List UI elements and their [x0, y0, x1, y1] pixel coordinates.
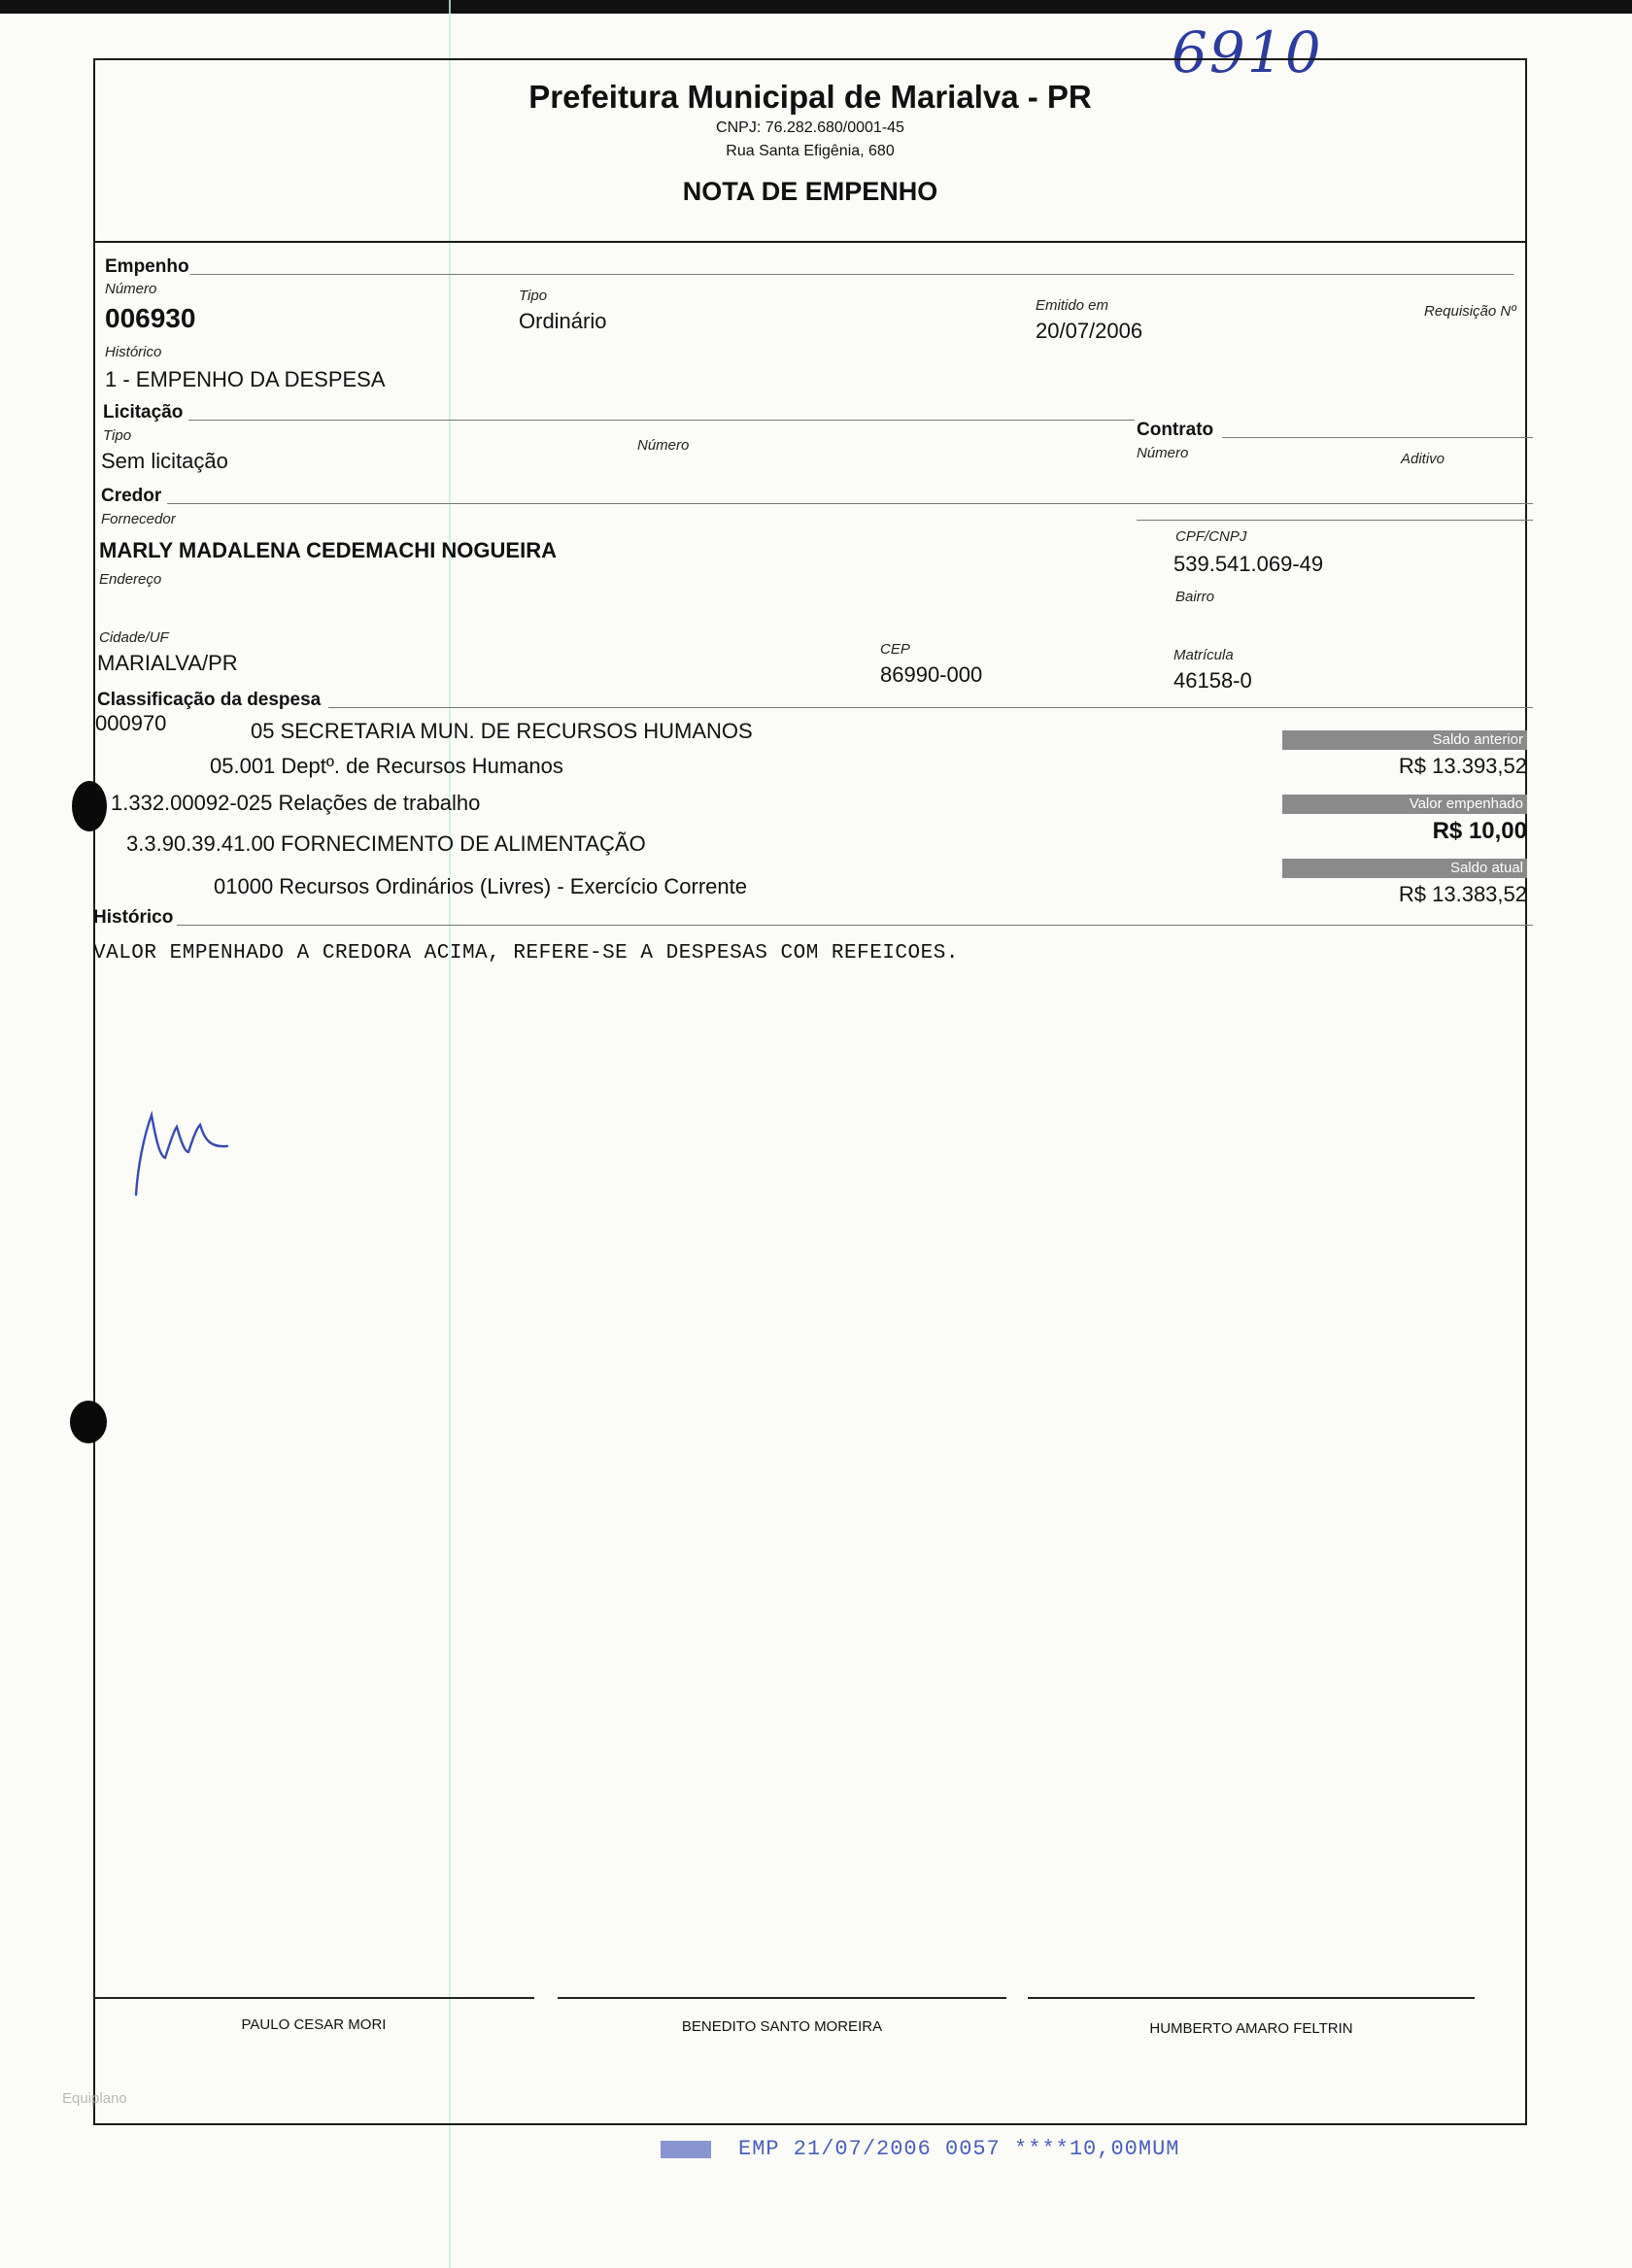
punch-hole-mark	[70, 1401, 107, 1443]
licitacao-numero-label: Número	[637, 437, 690, 454]
saldo-anterior-value: R$ 13.393,52	[1398, 754, 1527, 778]
classificacao-code: 000970	[95, 711, 167, 735]
signature-line	[93, 1997, 534, 1999]
handwritten-rubric	[126, 1098, 243, 1204]
fornecedor-label: Fornecedor	[101, 511, 176, 527]
empenho-rule	[190, 274, 1513, 275]
classificacao-section-title: Classificação da despesa	[97, 690, 322, 710]
classificacao-funcional: 1.332.00092-025 Relações de trabalho	[111, 791, 481, 815]
historico-text: VALOR EMPENHADO A CREDORA ACIMA, REFERE-SE A DESPESAS COM REFEICOES.	[93, 942, 959, 965]
cep-label: CEP	[880, 641, 910, 658]
signature-name: HUMBERTO AMARO FELTRIN	[1149, 2020, 1353, 2037]
matricula-label: Matrícula	[1173, 647, 1234, 663]
scan-top-edge	[0, 0, 1632, 14]
valor-empenhado-value: R$ 10,00	[1432, 818, 1527, 844]
cpf-value: 539.541.069-49	[1173, 552, 1324, 576]
bairro-label: Bairro	[1175, 589, 1215, 605]
municipality-title: Prefeitura Municipal de Marialva - PR	[528, 79, 1092, 115]
classificacao-unidade: 05.001 Deptº. de Recursos Humanos	[210, 754, 563, 778]
mechanical-stamp: EMP 21/07/2006 0057 ****10,00MUM	[738, 2137, 1180, 2161]
empenho-numero: 006930	[105, 303, 196, 333]
handwritten-page-number: 6910	[1172, 19, 1323, 85]
classificacao-orgao: 05 SECRETARIA MUN. DE RECURSOS HUMANOS	[251, 719, 753, 743]
stamp-block	[661, 2141, 711, 2158]
historico-section-title: Histórico	[93, 907, 174, 928]
empenho-historico-label: Histórico	[105, 344, 162, 360]
fornecedor-name: MARLY MADALENA CEDEMACHI NOGUEIRA	[99, 538, 557, 562]
contrato-aditivo-label: Aditivo	[1401, 451, 1445, 467]
valor-empenhado-bar: Valor empenhado	[1282, 795, 1527, 814]
contrato-rule	[1222, 437, 1533, 438]
endereco-label: Endereço	[99, 571, 162, 588]
header-divider	[93, 241, 1527, 243]
document-title: NOTA DE EMPENHO	[682, 177, 938, 206]
credor-rule	[167, 503, 1533, 504]
credor-section-title: Credor	[101, 486, 162, 506]
address-text: Rua Santa Efigênia, 680	[726, 143, 895, 159]
contrato-numero-label: Número	[1137, 445, 1189, 461]
empenho-section-title: Empenho	[105, 256, 189, 277]
empenho-numero-label: Número	[105, 281, 157, 297]
contrato-section-title: Contrato	[1137, 420, 1214, 440]
cep-value: 86990-000	[880, 662, 983, 687]
historico-rule	[177, 925, 1533, 926]
empenho-tipo: Ordinário	[519, 309, 607, 333]
saldo-anterior-bar: Saldo anterior	[1282, 730, 1527, 750]
credor-rule-2	[1137, 520, 1533, 521]
signature-name: BENEDITO SANTO MOREIRA	[681, 2018, 883, 2035]
punch-hole-mark	[72, 781, 107, 831]
signature-line	[558, 1997, 1006, 1999]
requisicao-label: Requisição Nº	[1424, 303, 1516, 320]
signature-name: PAULO CESAR MORI	[241, 2016, 387, 2033]
cidade-label: Cidade/UF	[99, 629, 169, 646]
cidade-value: MARIALVA/PR	[97, 651, 238, 675]
empenho-tipo-label: Tipo	[519, 288, 548, 304]
signature-line	[1028, 1997, 1475, 1999]
saldo-atual-bar: Saldo atual	[1282, 859, 1527, 878]
licitacao-tipo-label: Tipo	[103, 427, 132, 444]
emitido-date: 20/07/2006	[1036, 319, 1143, 343]
licitacao-section-title: Licitação	[103, 402, 184, 423]
classificacao-elemento: 3.3.90.39.41.00 FORNECIMENTO DE ALIMENTAÇÃO	[126, 831, 646, 856]
cpf-label: CPF/CNPJ	[1175, 528, 1247, 545]
licitacao-rule	[188, 420, 1135, 421]
classificacao-recurso: 01000 Recursos Ordinários (Livres) - Exercício Corrente	[214, 874, 747, 898]
empenho-historico: 1 - EMPENHO DA DESPESA	[105, 367, 386, 391]
licitacao-tipo: Sem licitação	[101, 449, 228, 473]
cnpj-text: CNPJ: 76.282.680/0001-45	[716, 119, 904, 136]
saldo-atual-value: R$ 13.383,52	[1398, 882, 1527, 906]
header	[93, 78, 1527, 207]
emitido-label: Emitido em	[1036, 297, 1109, 314]
classificacao-rule	[328, 707, 1533, 708]
matricula-value: 46158-0	[1173, 668, 1252, 693]
software-watermark: Equiplano	[62, 2090, 127, 2107]
